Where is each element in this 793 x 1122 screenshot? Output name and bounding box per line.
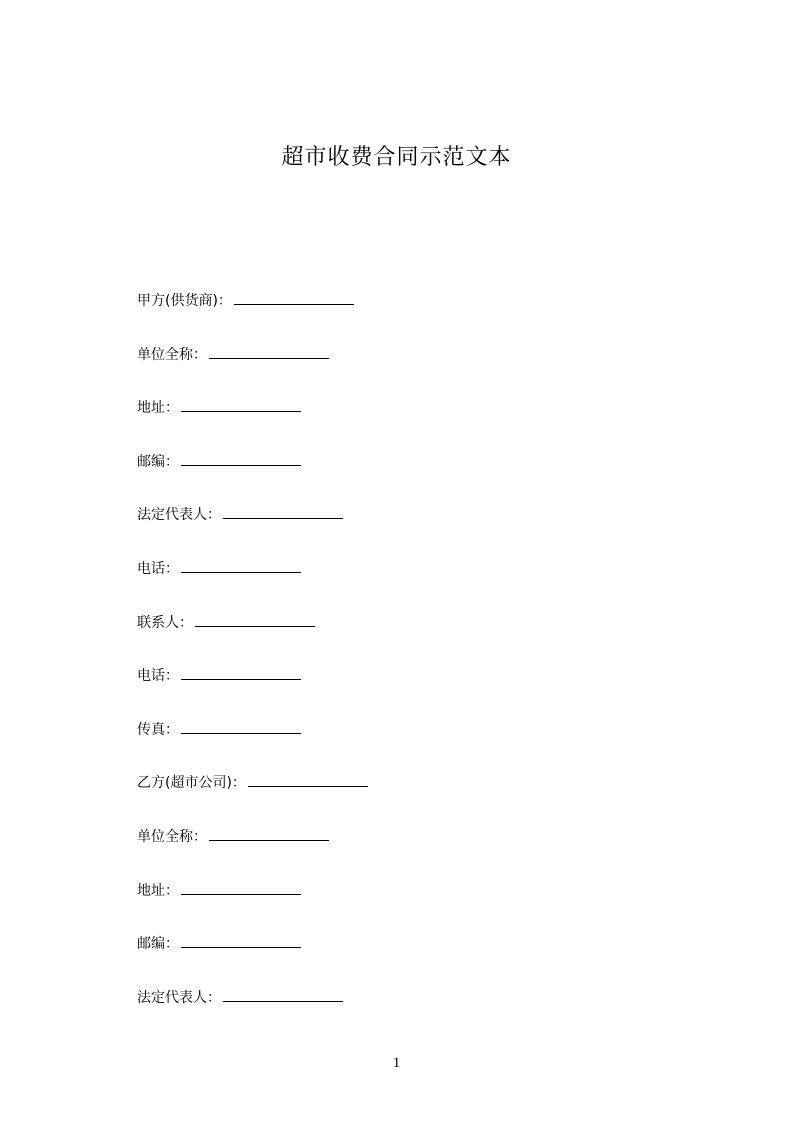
- field-label: 乙方(超市公司)：: [137, 775, 246, 792]
- field-party-a-legal-rep: [137, 504, 368, 558]
- field-label: 地址：: [137, 400, 179, 417]
- fill-in-blank: [209, 344, 329, 359]
- fill-in-blank: [181, 719, 301, 734]
- field-party-a-contact: [137, 612, 368, 666]
- document-title: 超市收费合同示范文本: [281, 145, 512, 170]
- fill-in-blank: [195, 612, 315, 627]
- field-party-b-address: [137, 880, 368, 934]
- fill-in-blank: [223, 987, 343, 1002]
- fill-in-blank: [181, 933, 301, 948]
- field-party-b-legal-rep: [137, 987, 368, 1041]
- fill-in-blank: [209, 826, 329, 841]
- field-party-a-address: [137, 397, 368, 451]
- field-label: 传真：: [137, 721, 179, 738]
- party-info-fields: [137, 290, 368, 1040]
- field-label: 地址：: [137, 882, 179, 899]
- field-party-b: [137, 772, 368, 826]
- fill-in-blank: [234, 290, 354, 305]
- field-label: 法定代表人：: [137, 989, 221, 1006]
- field-party-a-contact-phone: [137, 665, 368, 719]
- field-label: 甲方(供货商)：: [137, 293, 232, 309]
- field-label: 单位全称：: [137, 346, 207, 363]
- field-label: 联系人：: [137, 614, 193, 631]
- field-label: 邮编：: [137, 453, 179, 470]
- field-party-a-phone: [137, 558, 368, 612]
- field-label: 电话：: [137, 560, 179, 577]
- fill-in-blank: [181, 880, 301, 895]
- fill-in-blank: [181, 558, 301, 573]
- field-party-b-postcode: [137, 933, 368, 987]
- field-party-a: [137, 290, 368, 344]
- fill-in-blank: [181, 397, 301, 412]
- field-party-a-full-name: [137, 344, 368, 398]
- field-party-a-fax: [137, 719, 368, 773]
- fill-in-blank: [181, 665, 301, 680]
- fill-in-blank: [248, 772, 368, 787]
- fill-in-blank: [223, 504, 343, 519]
- field-label: 电话：: [137, 668, 179, 685]
- field-party-a-postcode: [137, 451, 368, 505]
- field-label: 单位全称：: [137, 828, 207, 845]
- field-label: 法定代表人：: [137, 507, 221, 524]
- field-label: 邮编：: [137, 936, 179, 953]
- page-number: 1: [392, 1055, 401, 1071]
- fill-in-blank: [181, 451, 301, 466]
- field-party-b-full-name: [137, 826, 368, 880]
